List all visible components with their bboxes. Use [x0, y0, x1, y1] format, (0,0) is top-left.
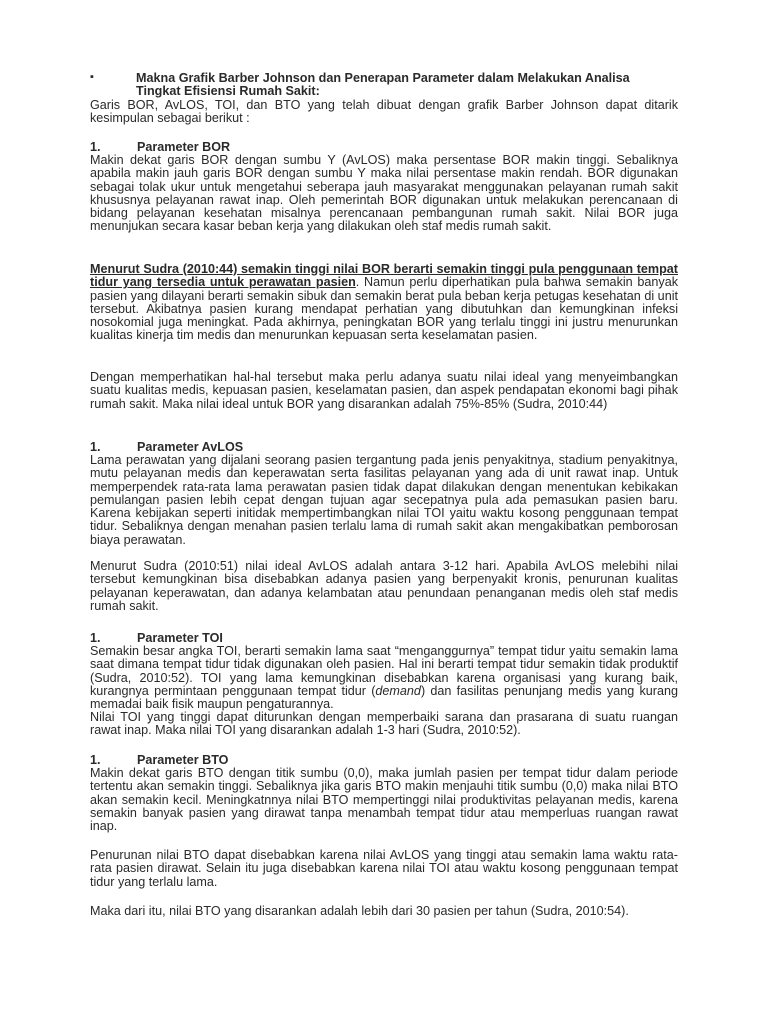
bto-paragraph-1: Makin dekat garis BTO dengan titik sumbu (0,0), maka jumlah pasien per tempat tidur dalam periode tertentu akan semakin tinggi. Sebaliknya jika garis BTO makin menjauhi titik sumbu (0,0) maka nilai BTO akan semakin kecil. Meningkatnnya nilai BTO mempertinggi nilai produktivitas pelayanan medis, karena semakin banyak pasien yang dirawat tanpa menambah tempat tidur atau memperluas ruangan rawat inap.	[90, 766, 678, 834]
avlos-paragraph-1: Lama perawatan yang dijalani seorang pasien tergantung pada jenis penyakitnya, stadium penyakitnya, mutu pelayanan medis dan keperawatan serta fasilitas pelayanan yang ada di unit rawat inap. Untuk memperpendek rata-rata lama perawatan pasien tidak dapat dilakukan dengan menentukan kebikakan pemulangan pasien lebih cepat dengan tujuan agar secepatnya pula ada pemasukan pasien baru. Karena kebijakan seperti initidak mempertimbangkan nilai TOI yaitu waktu kosong penggunaan tempat tidur. Sebaliknya dengan menahan pasien terlalu lama di rumah sakit akan mengakibatkan pemborosan biaya perawatan.	[90, 453, 678, 547]
section-title: Parameter TOI	[137, 631, 223, 645]
section-number: 1.	[90, 140, 101, 154]
avlos-paragraph-2: Menurut Sudra (2010:51) nilai ideal AvLOS adalah antara 3-12 hari. Apabila AvLOS melebihi nilai tersebut kemungkinan bisa disebabkan adanya pasien yang berpenyakit kronis, penurunan kualitas pelayanan keperawatan, dan adanya kelambatan atau penundaan penanganan medis oleh staf medis rumah sakit.	[90, 559, 678, 613]
toi-paragraph-2: Nilai TOI yang tinggi dapat diturunkan dengan memperbaiki sarana dan prasarana di suatu ruangan rawat inap. Maka nilai TOI yang disarankan adalah 1-3 hari (Sudra, 2010:52).	[90, 710, 678, 738]
title-line-2: Tingkat Efisiensi Rumah Sakit:	[136, 84, 320, 99]
title-line-1: Makna Grafik Barber Johnson dan Penerapan Parameter dalam Melakukan Analisa	[136, 71, 630, 85]
bto-paragraph-3: Maka dari itu, nilai BTO yang disarankan adalah lebih dari 30 pasien per tahun (Sudra, 2010:54).	[90, 904, 629, 918]
bto-paragraph-2: Penurunan nilai BTO dapat disebabkan karena nilai AvLOS yang tinggi atau semakin lama waktu rata-rata pasien dirawat. Selain itu juga disebabkan karena nilai TOI atau waktu kosong penggunaan tempat tidur yang terlalu lama.	[90, 848, 678, 889]
section-number: 1.	[90, 440, 101, 454]
toi-demand-term: demand	[375, 683, 421, 698]
bor-paragraph-1: Makin dekat garis BOR dengan sumbu Y (AvLOS) maka persentase BOR makin tinggi. Sebaliknya apabila makin jauh garis BOR dengan sumbu Y maka nilai persentase makin rendah. BOR digunakan sebagai tolak ukur untuk mengetahui seberapa jauh masyarakat menggunakan pelayanan rumah sakit khususnya pelayanan rawat inap. Oleh pemerintah BOR digunakan untuk melakukan perencanaan di bidang pelayanan kesehatan misalnya perencanaan pembangunan rumah sakit. Nilai BOR juga menunjukan secara kasar beban kerja yang dilakukan oleh staf medis rumah sakit.	[90, 153, 678, 234]
bor-quote-underlined: Menurut Sudra (2010:44) semakin tinggi nilai BOR berarti semakin tinggi pula penggunaan tempat tidur yang tersedia untuk perawatan pasien	[90, 262, 678, 290]
toi-text-before: Semakin besar angka TOI, berarti semakin lama saat “menganggurnya” tempat tidur yaitu semakin lama saat dimana tempat tidur tidak digunakan oleh pasien. Hal ini berarti tempat tidur semakin tidak produktif (Sudra, 2010:52). TOI yang lama kemungkinan disebabkan karena organisasi yang kurang baik, kurangnya permintaan penggunaan tempat tidur (	[90, 644, 678, 698]
intro-paragraph: Garis BOR, AvLOS, TOI, dan BTO yang telah dibuat dengan grafik Barber Johnson dapat ditarik kesimpulan sebagai berikut :	[90, 98, 678, 126]
bor-paragraph-2	[90, 263, 678, 343]
bor-paragraph-3: Dengan memperhatikan hal-hal tersebut maka perlu adanya suatu nilai ideal yang menyeimbangkan suatu kualitas medis, kepuasan pasien, keselamatan pasien, dan aspek pendapatan ekonomi bagi pihak rumah sakit. Maka nilai ideal untuk BOR yang disarankan adalah 75%-85% (Sudra, 2010:44)	[90, 370, 678, 411]
bor-paragraph-2-rest: . Namun perlu diperhatikan pula bahwa semakin banyak pasien yang dilayani berarti semakin sibuk dan semakin berat pula beban kerja petugas kesehatan di unit tersebut. Akibatnya pasien kurang mendapat perhatian yang dibutuhkan dan kemungkinan infeksi nosokomial juga meningkat. Pada akhirnya, peningkatan BOR yang terlalu tinggi ini justru menurunkan kualitas kinerja tim medis dan menurunkan kepuasan serta keselamatan pasien.	[90, 275, 678, 343]
section-number: 1.	[90, 753, 101, 767]
toi-paragraph-1	[90, 645, 678, 711]
section-title: Parameter BTO	[137, 753, 229, 767]
document-title	[136, 72, 682, 99]
section-title: Parameter AvLOS	[137, 440, 244, 454]
toi-text-after: ) dan fasilitas penunjang medis yang kurang memadai baik fisik maupun pengaturannya.	[90, 683, 679, 712]
bullet-icon: ▪	[90, 71, 94, 83]
section-title: Parameter BOR	[137, 140, 231, 154]
section-number: 1.	[90, 631, 101, 645]
